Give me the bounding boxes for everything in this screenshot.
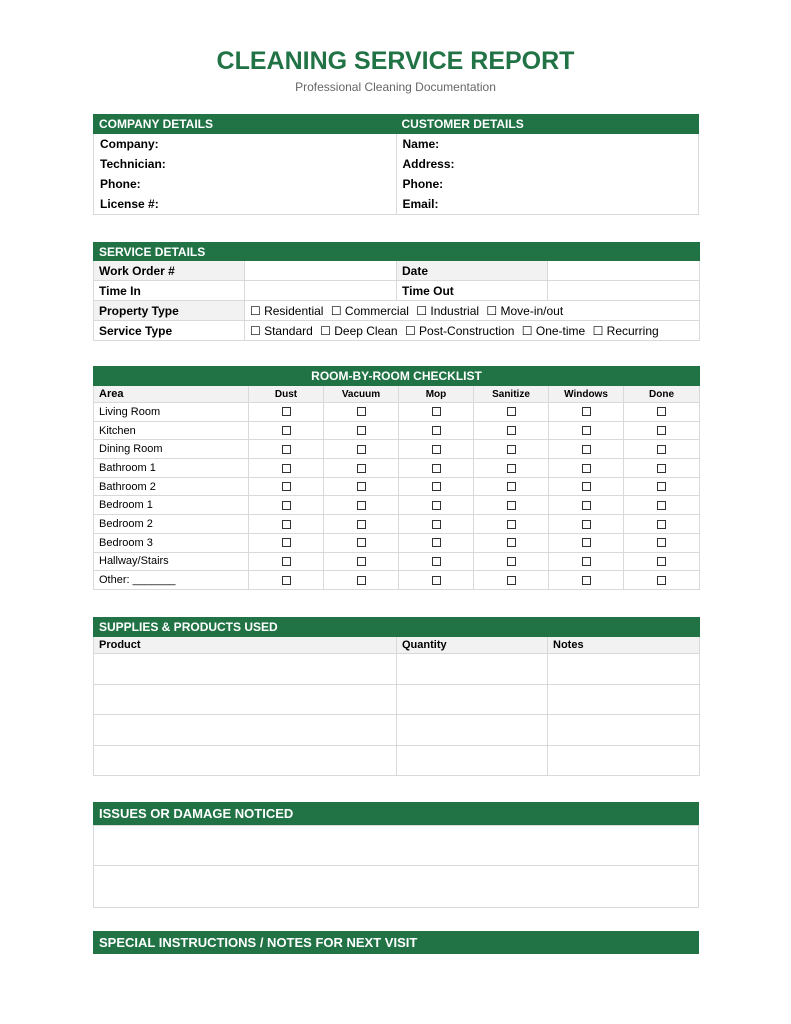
table-row — [94, 533, 700, 552]
table-row — [94, 654, 700, 685]
checkbox[interactable] — [357, 538, 366, 547]
checkbox[interactable] — [282, 426, 291, 435]
quantity-input[interactable] — [397, 684, 548, 715]
room-name: Living Room — [94, 403, 249, 422]
customer-address-field[interactable]: Address: — [396, 154, 699, 174]
checkbox[interactable] — [582, 538, 591, 547]
checkbox[interactable] — [657, 501, 666, 510]
table-row — [94, 496, 700, 515]
company-phone-field[interactable]: Phone: — [94, 174, 397, 194]
room-checklist-heading: ROOM-BY-ROOM CHECKLIST — [94, 367, 700, 386]
checkbox[interactable] — [432, 557, 441, 566]
quantity-input[interactable] — [397, 715, 548, 746]
checkbox-cell — [399, 477, 474, 496]
checkbox[interactable] — [432, 482, 441, 491]
checkbox[interactable] — [432, 445, 441, 454]
checkbox[interactable] — [432, 464, 441, 473]
checkbox-cell — [549, 440, 624, 459]
checkbox[interactable] — [507, 557, 516, 566]
checkbox[interactable] — [357, 464, 366, 473]
company-customer-table — [93, 114, 699, 215]
customer-phone-field[interactable]: Phone: — [396, 174, 699, 194]
supplies-table — [93, 617, 700, 776]
checkbox-cell — [399, 571, 474, 590]
table-row — [94, 745, 700, 776]
checkbox-cell — [324, 533, 399, 552]
notes-input[interactable] — [548, 745, 700, 776]
checkbox[interactable] — [282, 576, 291, 585]
column-header-done: Done — [624, 386, 700, 403]
table-row — [94, 552, 700, 571]
checkbox-cell — [324, 403, 399, 422]
checkbox-cell — [624, 571, 700, 590]
checkbox[interactable] — [357, 445, 366, 454]
room-name: Bedroom 1 — [94, 496, 249, 515]
checkbox-cell — [624, 533, 700, 552]
notes-input[interactable] — [548, 654, 700, 685]
service-option-recurring[interactable]: ☐ Recurring — [592, 323, 659, 338]
checkbox[interactable] — [507, 464, 516, 473]
checkbox[interactable] — [582, 464, 591, 473]
checkbox-cell — [624, 552, 700, 571]
checkbox-cell — [324, 571, 399, 590]
checkbox-cell — [624, 440, 700, 459]
checkbox-cell — [549, 403, 624, 422]
checkbox-cell — [624, 403, 700, 422]
checkbox[interactable] — [582, 557, 591, 566]
time-in-label: Time In — [94, 281, 245, 301]
table-row — [94, 684, 700, 715]
notes-input[interactable] — [548, 684, 700, 715]
customer-name-field[interactable]: Name: — [396, 134, 699, 154]
checkbox[interactable] — [582, 520, 591, 529]
checkbox-cell — [474, 515, 549, 534]
room-name: Bedroom 2 — [94, 515, 249, 534]
property-type-options — [245, 301, 700, 321]
checkbox[interactable] — [582, 482, 591, 491]
notes-input[interactable] — [548, 715, 700, 746]
checkbox[interactable] — [657, 557, 666, 566]
table-row — [94, 440, 700, 459]
column-header-product: Product — [94, 637, 397, 654]
checkbox[interactable] — [357, 407, 366, 416]
checkbox-cell — [474, 421, 549, 440]
property-option-industrial[interactable]: ☐ Industrial — [416, 303, 480, 318]
checkbox-cell — [249, 571, 324, 590]
checkbox-cell — [549, 459, 624, 478]
table-row — [94, 571, 700, 590]
column-header-sanitize: Sanitize — [474, 386, 549, 403]
checkbox[interactable] — [582, 407, 591, 416]
company-field[interactable]: Company: — [94, 134, 397, 154]
table-row — [94, 715, 700, 746]
checkbox-cell — [624, 496, 700, 515]
table-row — [94, 421, 700, 440]
checkbox[interactable] — [432, 426, 441, 435]
checkbox-cell — [399, 403, 474, 422]
checkbox-cell — [549, 571, 624, 590]
column-header-vacuum: Vacuum — [324, 386, 399, 403]
checkbox[interactable] — [432, 520, 441, 529]
column-header-mop: Mop — [399, 386, 474, 403]
time-out-label: Time Out — [397, 281, 548, 301]
checkbox-cell — [474, 552, 549, 571]
property-option-residential[interactable]: ☐ Residential — [250, 303, 324, 318]
checkbox-cell — [624, 515, 700, 534]
room-name: Bathroom 2 — [94, 477, 249, 496]
checkbox[interactable] — [507, 407, 516, 416]
checkbox[interactable] — [282, 445, 291, 454]
issues-input-line-1[interactable] — [93, 825, 699, 866]
checkbox-cell — [399, 515, 474, 534]
checkbox-cell — [249, 421, 324, 440]
checkbox-cell — [549, 496, 624, 515]
date-input[interactable] — [548, 261, 700, 281]
license-field[interactable]: License #: — [94, 194, 397, 215]
product-input[interactable] — [94, 654, 397, 685]
checkbox[interactable] — [507, 501, 516, 510]
checkbox-cell — [324, 477, 399, 496]
checkbox[interactable] — [657, 520, 666, 529]
column-header-notes: Notes — [548, 637, 700, 654]
checkbox-cell — [324, 552, 399, 571]
checkbox[interactable] — [282, 464, 291, 473]
special-instructions-heading: SPECIAL INSTRUCTIONS / NOTES FOR NEXT VISIT — [93, 931, 699, 954]
checkbox-cell — [399, 552, 474, 571]
checkbox[interactable] — [282, 482, 291, 491]
checkbox[interactable] — [432, 576, 441, 585]
customer-email-field[interactable]: Email: — [396, 194, 699, 215]
product-input[interactable] — [94, 684, 397, 715]
property-type-label: Property Type — [94, 301, 245, 321]
room-name: Dining Room — [94, 440, 249, 459]
checkbox-cell — [249, 459, 324, 478]
checkbox-cell — [549, 533, 624, 552]
technician-field[interactable]: Technician: — [94, 154, 397, 174]
work-order-label: Work Order # — [94, 261, 245, 281]
checkbox-cell — [624, 459, 700, 478]
column-header-dust: Dust — [249, 386, 324, 403]
checkbox[interactable] — [582, 426, 591, 435]
checkbox-cell — [549, 515, 624, 534]
product-input[interactable] — [94, 745, 397, 776]
checkbox[interactable] — [657, 407, 666, 416]
checkbox-cell — [399, 496, 474, 515]
checkbox[interactable] — [507, 576, 516, 585]
table-row — [94, 459, 700, 478]
checkbox-cell — [399, 459, 474, 478]
checkbox[interactable] — [657, 482, 666, 491]
issues-input-line-2[interactable] — [93, 866, 699, 908]
checkbox-cell — [549, 477, 624, 496]
room-checklist-header-row — [94, 386, 700, 403]
checkbox[interactable] — [282, 407, 291, 416]
checkbox[interactable] — [282, 538, 291, 547]
checkbox[interactable] — [657, 576, 666, 585]
room-rows — [94, 403, 700, 590]
service-type-label: Service Type — [94, 321, 245, 341]
checkbox-cell — [249, 552, 324, 571]
date-label: Date — [397, 261, 548, 281]
table-row — [94, 403, 700, 422]
checkbox[interactable] — [582, 576, 591, 585]
checkbox[interactable] — [357, 576, 366, 585]
service-option-deep-clean[interactable]: ☐ Deep Clean — [320, 323, 398, 338]
checkbox-cell — [474, 571, 549, 590]
checkbox[interactable] — [657, 538, 666, 547]
checkbox[interactable] — [282, 557, 291, 566]
issues-heading: ISSUES OR DAMAGE NOTICED — [93, 802, 699, 825]
checkbox-cell — [474, 440, 549, 459]
time-in-input[interactable] — [245, 281, 397, 301]
checkbox-cell — [474, 496, 549, 515]
checkbox[interactable] — [657, 426, 666, 435]
table-row — [94, 515, 700, 534]
checkbox[interactable] — [507, 426, 516, 435]
property-option-move-in-out[interactable]: ☐ Move-in/out — [486, 303, 564, 318]
checkbox[interactable] — [507, 538, 516, 547]
service-type-options — [245, 321, 700, 341]
checkbox-cell — [624, 477, 700, 496]
checkbox-cell — [324, 440, 399, 459]
column-header-area: Area — [94, 386, 249, 403]
checkbox-cell — [549, 421, 624, 440]
checkbox-cell — [474, 403, 549, 422]
checkbox-cell — [624, 421, 700, 440]
checkbox[interactable] — [357, 501, 366, 510]
checkbox[interactable] — [582, 445, 591, 454]
table-row — [94, 477, 700, 496]
checkbox[interactable] — [507, 482, 516, 491]
checkbox-cell — [324, 496, 399, 515]
checkbox-cell — [249, 496, 324, 515]
checkbox[interactable] — [507, 520, 516, 529]
checkbox-cell — [249, 440, 324, 459]
service-option-one-time[interactable]: ☐ One-time — [521, 323, 586, 338]
checkbox[interactable] — [282, 501, 291, 510]
checkbox-cell — [474, 477, 549, 496]
room-name: Other: _______ — [94, 571, 249, 590]
room-name: Bedroom 3 — [94, 533, 249, 552]
page-title: CLEANING SERVICE REPORT — [216, 47, 575, 75]
company-details-heading: COMPANY DETAILS — [94, 115, 397, 134]
checkbox[interactable] — [582, 501, 591, 510]
room-name: Kitchen — [94, 421, 249, 440]
checkbox[interactable] — [657, 464, 666, 473]
time-out-input[interactable] — [548, 281, 700, 301]
checkbox-cell — [474, 459, 549, 478]
checkbox[interactable] — [357, 520, 366, 529]
service-details-heading: SERVICE DETAILS — [94, 243, 700, 261]
product-input[interactable] — [94, 715, 397, 746]
checkbox-cell — [249, 533, 324, 552]
checkbox-cell — [399, 533, 474, 552]
checkbox[interactable] — [357, 557, 366, 566]
page-subtitle: Professional Cleaning Documentation — [295, 80, 496, 94]
checkbox[interactable] — [432, 538, 441, 547]
property-option-commercial[interactable]: ☐ Commercial — [330, 303, 409, 318]
work-order-input[interactable] — [245, 261, 397, 281]
checkbox-cell — [249, 515, 324, 534]
service-option-post-construction[interactable]: ☐ Post-Construction — [404, 323, 515, 338]
column-header-windows: Windows — [549, 386, 624, 403]
checkbox[interactable] — [432, 407, 441, 416]
checkbox-cell — [249, 477, 324, 496]
quantity-input[interactable] — [397, 745, 548, 776]
service-option-standard[interactable]: ☐ Standard — [250, 323, 313, 338]
checkbox-cell — [249, 403, 324, 422]
quantity-input[interactable] — [397, 654, 548, 685]
room-name: Bathroom 1 — [94, 459, 249, 478]
checkbox-cell — [324, 459, 399, 478]
service-details-table — [93, 242, 700, 341]
checkbox-cell — [399, 440, 474, 459]
checkbox[interactable] — [357, 426, 366, 435]
checkbox[interactable] — [282, 520, 291, 529]
customer-details-heading: CUSTOMER DETAILS — [396, 115, 699, 134]
checkbox-cell — [324, 515, 399, 534]
checkbox[interactable] — [657, 445, 666, 454]
checkbox[interactable] — [357, 482, 366, 491]
checkbox-cell — [399, 421, 474, 440]
room-checklist-table — [93, 366, 700, 590]
checkbox-cell — [324, 421, 399, 440]
supplies-heading: SUPPLIES & PRODUCTS USED — [94, 618, 700, 637]
checkbox-cell — [474, 533, 549, 552]
checkbox-cell — [549, 552, 624, 571]
column-header-quantity: Quantity — [397, 637, 548, 654]
room-name: Hallway/Stairs — [94, 552, 249, 571]
checkbox[interactable] — [432, 501, 441, 510]
checkbox[interactable] — [507, 445, 516, 454]
